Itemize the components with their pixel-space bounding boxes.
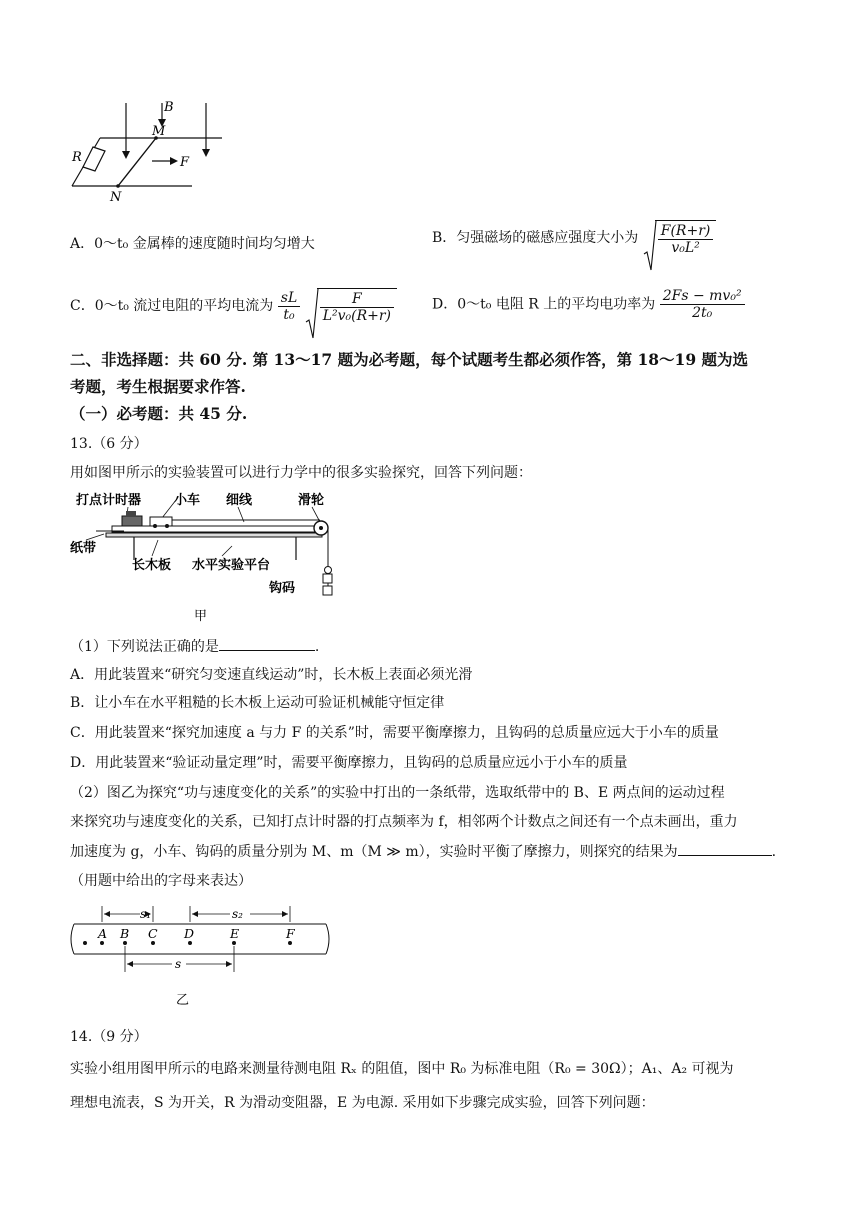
- q12-option-b: [432, 220, 716, 256]
- label-F: F: [180, 155, 190, 170]
- figure-caption-jia: 甲: [194, 609, 208, 624]
- label-string: 细线: [226, 493, 253, 508]
- label-N: N: [110, 190, 122, 205]
- q12-option-c: [70, 288, 397, 324]
- q13-part2-line2: 来探究功与速度变化的关系，已知打点计时器的打点频率为 f，相邻两个计数点之间还有一个点未画出，重力: [70, 814, 738, 830]
- tape-point-A: A: [98, 926, 108, 941]
- apparatus-figure: [66, 490, 346, 625]
- label-timer: 打点计时器: [76, 493, 142, 508]
- label-M: M: [152, 124, 166, 139]
- label-R: R: [72, 150, 82, 165]
- section-heading-line2: 考题，考生根据要求作答.: [70, 377, 246, 396]
- figure-caption-yi: 乙: [176, 993, 190, 1008]
- q13-part2-line4: （用题中给出的字母来表达）: [70, 873, 252, 889]
- tape-point-E: E: [230, 926, 240, 941]
- q13-option-b: B．让小车在水平粗糙的长木板上运动可验证机械能守恒定律: [70, 695, 445, 711]
- label-weights: 钩码: [269, 581, 296, 596]
- q14-header: 14.（9 分）: [70, 1029, 148, 1045]
- q12-option-a: A．0～t₀ 金属棒的速度随时间均匀增大: [70, 236, 315, 252]
- label-tape: 纸带: [70, 541, 97, 556]
- q12-option-c-text: C．0～t₀ 流过电阻的平均电流为: [70, 298, 274, 314]
- q13-part1-end: .: [314, 639, 320, 655]
- fraction: $\frac{F(R+r)}{\text{v₀L²}}$: [658, 223, 714, 256]
- answer-blank[interactable]: [219, 636, 315, 651]
- paper-tape-figure: [68, 898, 338, 1008]
- answer-blank[interactable]: [678, 841, 772, 856]
- section-subheading: （一）必考题：共 45 分.: [70, 404, 248, 423]
- q13-part2-line3-text: 加速度为 g，小车、钩码的质量分别为 M、m（M ≫ m），实验时平衡了摩擦力，则探究的结果为: [70, 844, 678, 860]
- q14-line2: 理想电流表，S 为开关，R 为滑动变阻器，E 为电源. 采用如下步骤完成实验，回答下列问题：: [70, 1095, 655, 1111]
- q13-part2-line1: （2）图乙为探究“功与速度变化的关系”的实验中打出的一条纸带，选取纸带中的 B、E 两点间的运动过程: [70, 785, 725, 801]
- label-board: 长木板: [132, 558, 172, 573]
- tape-point-D: D: [184, 926, 195, 941]
- label-cart: 小车: [174, 493, 201, 508]
- label-s2: s₂: [232, 907, 243, 921]
- rail-magnetic-field-figure: [60, 95, 240, 207]
- sqrt-expression: [305, 288, 397, 324]
- tape-point-B: B: [120, 926, 130, 941]
- q14-line1: 实验小组用图甲所示的电路来测量待测电阻 Rₓ 的阻值，图中 R₀ 为标准电阻（R₀ = 30Ω）；A₁、A₂ 可视为: [70, 1061, 734, 1077]
- fraction: $\frac{F}{\text{L²v₀(R+r)}}$: [320, 291, 394, 324]
- label-platform: 水平实验平台: [192, 558, 271, 573]
- section-heading-line1: 二、非选择题：共 60 分. 第 13～17 题为必考题，每个试题考生都必须作答，第 18～19 题为选: [70, 350, 749, 369]
- q13-part2-line3: [70, 841, 776, 861]
- q12-option-d: [432, 288, 745, 321]
- q12-option-d-text: D．0～t₀ 电阻 R 上的平均电功率为: [432, 296, 656, 313]
- fraction: $\frac{sL}{\text{t₀}}$: [278, 290, 300, 323]
- q13-part2-line3-end: .: [771, 844, 777, 860]
- q13-header: 13.（6 分）: [70, 436, 148, 452]
- q13-option-d: D．用此装置来“验证动量定理”时，需要平衡摩擦力，且钩码的总质量应远小于小车的质量: [70, 755, 628, 771]
- tape-point-F: F: [286, 926, 295, 941]
- tape-point-C: C: [148, 926, 158, 941]
- q13-option-c: C．用此装置来“探究加速度 a 与力 F 的关系”时，需要平衡摩擦力，且钩码的总质量应远大于小车的质量: [70, 725, 719, 741]
- label-B: B: [164, 100, 174, 115]
- q13-option-a: A．用此装置来“研究匀变速直线运动”时，长木板上表面必须光滑: [70, 667, 473, 683]
- q12-option-b-text: B．匀强磁场的磁感应强度大小为: [432, 230, 639, 246]
- label-s1: s₁: [140, 907, 151, 921]
- fraction: $\frac{\text{2Fs − mv₀²}}{\text{2t₀}}$: [660, 288, 745, 321]
- q13-intro: 用如图甲所示的实验装置可以进行力学中的很多实验探究，回答下列问题：: [70, 465, 532, 481]
- sqrt-expression: [643, 220, 717, 256]
- label-s: s: [175, 957, 182, 971]
- q13-part1-text: （1）下列说法正确的是: [70, 639, 219, 655]
- label-pulley: 滑轮: [298, 493, 325, 508]
- q13-part1: [70, 636, 319, 656]
